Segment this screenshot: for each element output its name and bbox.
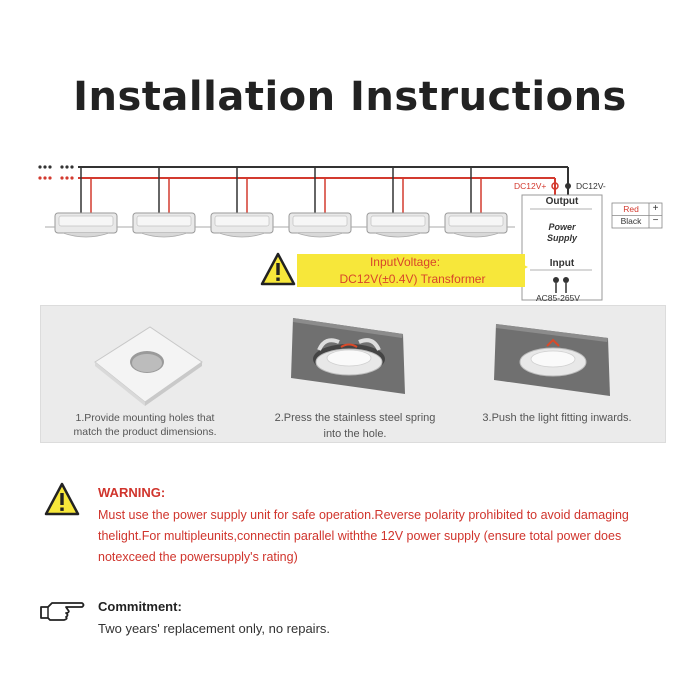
warning-triangle-icon xyxy=(44,482,80,516)
dc-minus-label: DC12V- xyxy=(576,181,606,191)
warning-title: WARNING: xyxy=(98,485,166,500)
ac-voltage-label: AC85-265V xyxy=(536,293,580,303)
dc-plus-label: DC12V+ xyxy=(514,181,547,191)
ac-terminal-icon xyxy=(553,277,559,283)
page-title: Installation Instructions xyxy=(73,74,627,120)
arrow-icon xyxy=(518,262,528,272)
step-2-caption-line-2: into the hole. xyxy=(323,428,387,440)
spring-press-illustration xyxy=(285,312,410,397)
mounting-hole-illustration xyxy=(90,322,205,407)
legend-red-label: Red xyxy=(623,204,639,214)
legend-minus-symbol: − xyxy=(652,215,659,226)
ac-terminal-icon xyxy=(563,277,569,283)
input-voltage-value: DC12V(±0.4V) Transformer xyxy=(339,272,486,286)
commitment-title: Commitment: xyxy=(98,599,182,614)
warning-body: Must use the power supply unit for safe operation.Reverse polarity prohibited to avoid damaging thelight.For multipleunits,connectin parallel withthe 12V power supply (ensure total power does notexceed the powersupply's rating) xyxy=(98,508,629,564)
step-2-caption-line-1: 2.Press the stainless steel spring xyxy=(274,412,436,424)
step-3-caption-line-1: 3.Push the light fitting inwards. xyxy=(482,412,632,424)
power-supply-box xyxy=(522,195,602,300)
input-voltage-label: InputVoltage: xyxy=(369,255,441,269)
push-fitting-illustration xyxy=(490,318,615,398)
output-label: Output xyxy=(545,196,579,207)
power-supply-label-2: Supply xyxy=(546,233,577,243)
commitment-body: Two years' replacement only, no repairs. xyxy=(98,621,331,636)
power-supply-label-1: Power xyxy=(548,222,576,232)
step-1-caption-line-2: match the product dimensions. xyxy=(73,426,217,438)
step-1-caption-line-1: 1.Provide mounting holes that xyxy=(75,412,215,424)
pointing-hand-icon xyxy=(38,598,86,624)
legend-black-label: Black xyxy=(620,216,642,226)
warning-triangle-icon xyxy=(260,252,296,286)
legend-plus-symbol: + xyxy=(652,203,659,214)
negative-terminal-icon xyxy=(565,183,571,189)
continuation-dots-icon xyxy=(38,165,73,179)
input-label: Input xyxy=(549,258,575,269)
